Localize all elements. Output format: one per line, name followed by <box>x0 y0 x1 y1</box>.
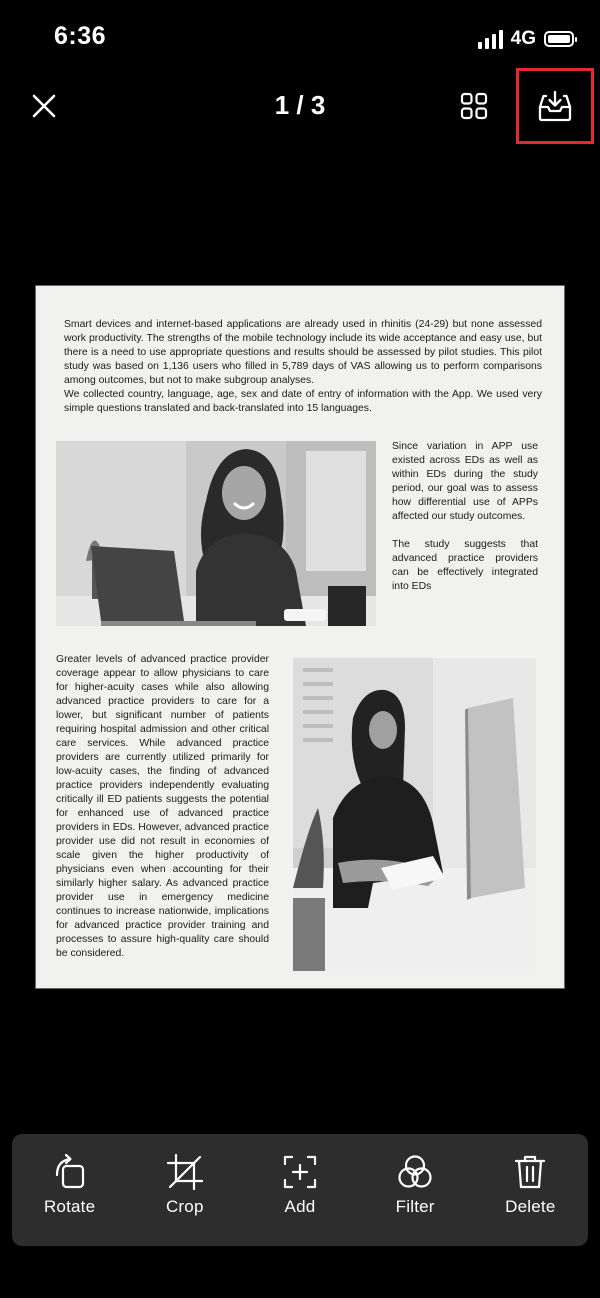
crop-label: Crop <box>165 1197 204 1216</box>
photo-woman-writing <box>293 658 536 971</box>
crop-button[interactable] <box>135 1145 235 1235</box>
left-column-paragraph: Greater levels of advanced practice provider coverage appear to allow physicians to care for higher-acuity cases while also allowing advanced practice providers to care for a lower, but significant number of patients requiring hospital admission and other critical care services. While advanced practice providers are currently utilized primarily for low-acuity cases, the finding of advanced practice providers independently evaluating critically ill ED patients suggests the potential for enhanced use of advanced practice providers in EDs. However, advanced practice provider use did not result in economies of scale given the higher productivity of physicians even when accounting for their similarly higher salary. As advanced practice provider use in emergency medicine continues to increase nationwide, implications for advanced practice provider training and processes to assure high-quality care should be considered. <box>56 654 269 959</box>
document-left-column <box>56 653 269 961</box>
close-button[interactable] <box>22 84 66 128</box>
rotate-icon <box>51 1153 89 1191</box>
side-paragraph-2: The study suggests that advanced practice providers can be effectively integrated into EDs <box>392 539 538 592</box>
add-label: Add <box>284 1197 316 1216</box>
top-bar <box>0 66 600 150</box>
rotate-label: Rotate <box>43 1197 96 1216</box>
status-bar <box>0 0 600 76</box>
trash-icon <box>511 1153 549 1191</box>
page-counter: 1 / 3 <box>274 90 326 120</box>
delete-label: Delete <box>505 1197 556 1216</box>
scanned-page[interactable] <box>36 286 564 988</box>
network-type: 4G <box>510 28 536 49</box>
document-side-column <box>392 440 538 594</box>
side-paragraph-1: Since variation in APP use existed across EDs as well as within EDs during the study period, our goal was to assess how differential use of APPs affected our study outcomes. <box>392 441 538 522</box>
filter-label: Filter <box>395 1197 435 1216</box>
photo-woman-laptop <box>56 441 376 626</box>
rotate-button[interactable] <box>20 1145 120 1235</box>
signal-icon <box>478 29 503 49</box>
download-tray-icon <box>538 90 572 122</box>
close-icon <box>31 93 57 119</box>
grid-view-button[interactable] <box>452 84 496 128</box>
filter-button[interactable] <box>365 1145 465 1235</box>
intro-paragraph: Smart devices and internet-based applications are already used in rhinitis (24-29) but none assessed work productivity. The strengths of the mobile technology include its wide acceptance and easy use, but there is a need to use appropriate questions and results should be assessed by pilot studies. This pilot study was based on 1,136 users who filled in 5,789 days of VAS allowing us to perform comparisons among outcomes, but not to make subgroup analyses. <box>64 319 542 386</box>
battery-icon <box>544 31 574 47</box>
save-button[interactable] <box>516 68 594 144</box>
filter-icon <box>396 1153 434 1191</box>
page-counter-wrap <box>0 90 600 121</box>
crop-icon <box>166 1153 204 1191</box>
status-time: 6:36 <box>54 22 107 50</box>
grid-icon <box>460 92 488 120</box>
bottom-toolbar <box>12 1134 588 1246</box>
add-button[interactable] <box>250 1145 350 1235</box>
status-indicators <box>478 26 574 52</box>
delete-button[interactable] <box>480 1145 580 1235</box>
intro-paragraph-2: We collected country, language, age, sex and date of entry of information with the App. We used very simple questions translated and back-translated into 15 languages. <box>64 389 542 414</box>
add-page-icon <box>281 1153 319 1191</box>
document-intro <box>64 318 542 416</box>
